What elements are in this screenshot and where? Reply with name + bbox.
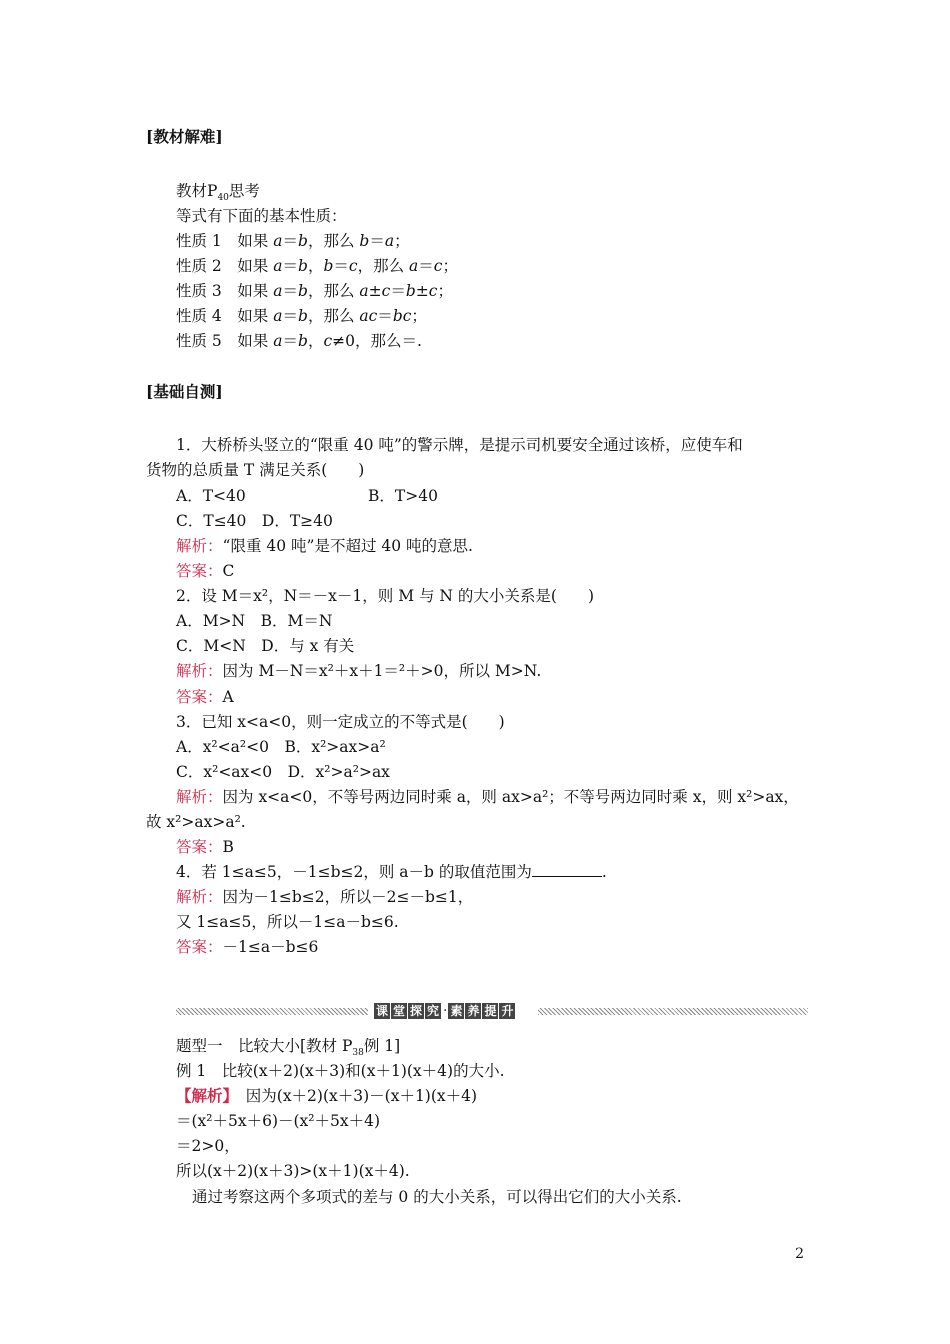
q4-answer: 答案：－1≤a－b≤6 [176, 938, 319, 956]
banner-char: 升 [501, 1004, 514, 1018]
banner-char: 提 [484, 1004, 497, 1018]
example1-solution-line1: 【解析】 因为(x＋2)(x＋3)－(x＋1)(x＋4) [176, 1086, 478, 1105]
q1-stem-line1: 1．大桥桥头竖立的“限重 40 吨”的警示牌，是提示司机要安全通过该桥，应使车和 [176, 436, 743, 454]
banner-char: 养 [467, 1004, 480, 1018]
banner-char: 探 [409, 1004, 422, 1018]
property-4: 性质 4 如果 a＝b，那么 ac＝bc； [176, 307, 427, 325]
q2-analysis: 解析：因为 M－N＝x²＋x＋1＝²＋>0，所以 M>N. [176, 662, 542, 680]
q1-option-a: A．T<40 [176, 487, 246, 505]
example1-solution-line3: ＝2>0， [176, 1137, 240, 1155]
q4-analysis-line1: 解析：因为－1≤b≤2，所以－2≤－b≤1， [176, 888, 474, 906]
divider-hatch-left [176, 1008, 368, 1015]
analysis-label: 解析： [176, 788, 223, 806]
q3-analysis-line2: 故 x²>ax>a². [146, 813, 246, 831]
analysis-label: 解析： [176, 537, 223, 555]
analysis-label: 解析： [176, 662, 223, 680]
property-2: 性质 2 如果 a＝b，b＝c，那么 a＝c； [176, 257, 458, 275]
section-title-jichu: [基础自测] [146, 382, 223, 401]
q2-option-cd: C．M<N D．与 x 有关 [176, 637, 355, 655]
q1-option-cd: C．T≤40 D．T≥40 [176, 512, 333, 530]
answer-label: 答案： [176, 838, 223, 856]
page-number: 2 [795, 1246, 804, 1262]
example1-solution-line4: 所以(x＋2)(x＋3)>(x＋1)(x＋4). [176, 1162, 410, 1180]
banner-char: 堂 [392, 1004, 405, 1018]
equality-intro: 等式有下面的基本性质： [176, 207, 347, 225]
example1-stem: 例 1 比较(x＋2)(x＋3)和(x＋1)(x＋4)的大小. [176, 1062, 505, 1080]
example1-solution-line2: ＝(x²＋5x＋6)－(x²＋5x＋4) [176, 1112, 381, 1130]
q3-analysis-line1: 解析：因为 x<a<0，不等号两边同时乘 a，则 ax>a²；不等号两边同时乘 x，则 x²>ax， [176, 788, 799, 806]
q1-option-b: B．T>40 [368, 487, 438, 505]
banner-char: 究 [426, 1004, 439, 1018]
q1-stem-line2: 货物的总质量 T 满足关系( ) [146, 461, 365, 479]
section-banner [374, 1002, 516, 1020]
answer-label: 答案： [176, 938, 223, 956]
q4-stem: 4．若 1≤a≤5，－1≤b≤2，则 a－b 的取值范围为 . [176, 863, 607, 881]
q3-answer: 答案：B [176, 838, 234, 856]
q3-stem: 3．已知 x<a<0，则一定成立的不等式是( ) [176, 713, 505, 731]
q1-answer: 答案：C [176, 562, 235, 580]
banner-dot: · [443, 1003, 448, 1019]
answer-label: 答案： [176, 562, 223, 580]
property-1: 性质 1 如果 a＝b，那么 b＝a； [176, 232, 410, 250]
section-title-jiaocai: [教材解难] [146, 127, 223, 146]
property-5: 性质 5 如果 a＝b，c≠0，那么＝. [176, 332, 422, 350]
q2-option-ab: A．M>N B．M＝N [176, 612, 333, 630]
q2-answer: 答案：A [176, 688, 234, 706]
q3-option-cd: C．x²<ax<0 D．x²>a²>ax [176, 763, 390, 781]
answer-label: 答案： [176, 688, 223, 706]
solution-tag: 【解析】 [176, 1086, 231, 1105]
section-divider [176, 1002, 808, 1020]
textbook-reference: 教材$P_{40}$思考 [176, 182, 260, 204]
analysis-label: 解析： [176, 888, 223, 906]
q1-analysis: 解析：“限重 40 吨”是不超过 40 吨的意思. [176, 537, 473, 555]
q4-analysis-line2: 又 1≤a≤5，所以－1≤a－b≤6. [176, 913, 399, 931]
type1-heading: 题型一 比较大小[教材 $P_{38}$例 1] [176, 1037, 401, 1059]
example1-note: 通过考察这两个多项式的差与 0 的大小关系，可以得出它们的大小关系. [192, 1188, 682, 1206]
banner-char: 素 [450, 1004, 463, 1018]
q2-stem: 2．设 M＝x²，N＝－x－1，则 M 与 N 的大小关系是( ) [176, 587, 595, 605]
answer-blank [532, 862, 602, 877]
banner-char: 课 [375, 1004, 388, 1018]
divider-hatch-right [538, 1008, 808, 1015]
property-3: 性质 3 如果 a＝b，那么 a±c＝b±c； [176, 282, 453, 300]
q3-option-ab: A．x²<a²<0 B．x²>ax>a² [176, 738, 386, 756]
